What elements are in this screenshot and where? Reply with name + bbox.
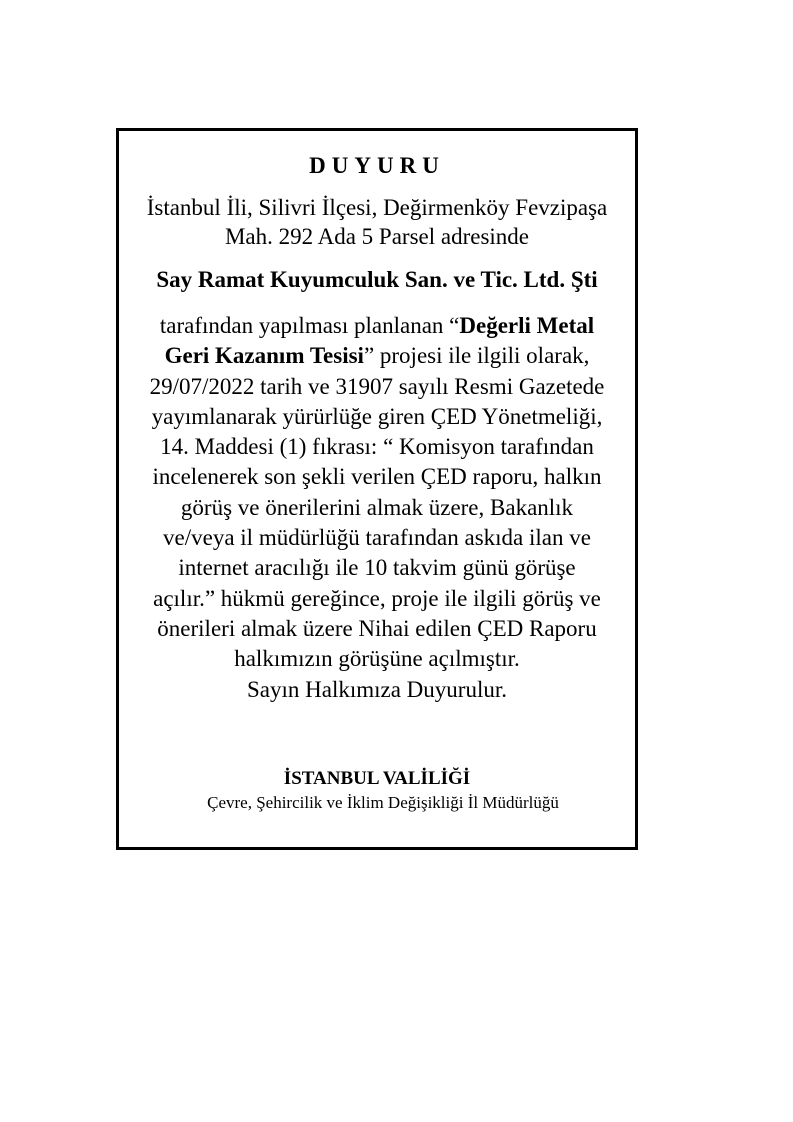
signature-title: İSTANBUL VALİLİĞİ	[283, 768, 471, 789]
body-line: yayımlanarak yürürlüğe giren ÇED Yönetmeliği,	[151, 403, 603, 429]
body-line: önerileri almak üzere Nihai edilen ÇED Raporu	[157, 615, 597, 641]
body-line: internet aracılığı ile 10 takvim günü görüşe	[178, 555, 576, 581]
body-text-segment: tarafından yapılması planlanan “	[159, 313, 460, 338]
body-line: 29/07/2022 tarih ve 31907 sayılı Resmi Gazetede	[149, 373, 605, 399]
notice-address	[119, 193, 635, 251]
signature-department: Çevre, Şehircilik ve İklim Değişikliği İl Müdürlüğü	[207, 793, 559, 812]
body-line: görüş ve önerilerini almak üzere, Bakanlık	[180, 494, 574, 520]
body-line	[123, 311, 631, 341]
body-text-segment: ” projesi ile ilgili olarak,	[363, 343, 590, 369]
project-name-part: Geri Kazanım Tesisi	[164, 343, 364, 369]
body-line: açılır.” hükmü gereğince, proje ile ilgili görüş ve	[153, 585, 601, 611]
body-line: 14. Maddesi (1) fıkrası: “ Komisyon tarafından	[160, 434, 594, 460]
body-line: ve/veya il müdürlüğü tarafından askıda ilan ve	[163, 525, 591, 551]
body-line: halkımızın görüşüne açılmıştır.	[234, 646, 520, 672]
signature-block	[119, 767, 635, 815]
closing-line: Sayın Halkımıza Duyurulur.	[247, 676, 507, 702]
body-line	[123, 341, 631, 371]
address-line: Mah. 292 Ada 5 Parsel adresinde	[224, 224, 530, 249]
notice-title: DUYURU	[309, 153, 445, 178]
address-line: İstanbul İli, Silivri İlçesi, Değirmenköy Fevzipaşa	[146, 195, 608, 220]
body-line: incelenerek son şekli verilen ÇED raporu, halkın	[152, 464, 602, 490]
notice-box	[116, 128, 638, 850]
notice-body	[123, 311, 631, 705]
company-name: Say Ramat Kuyumculuk San. ve Tic. Ltd. Şti	[156, 267, 598, 292]
project-name-part: Değerli Metal	[459, 313, 595, 338]
